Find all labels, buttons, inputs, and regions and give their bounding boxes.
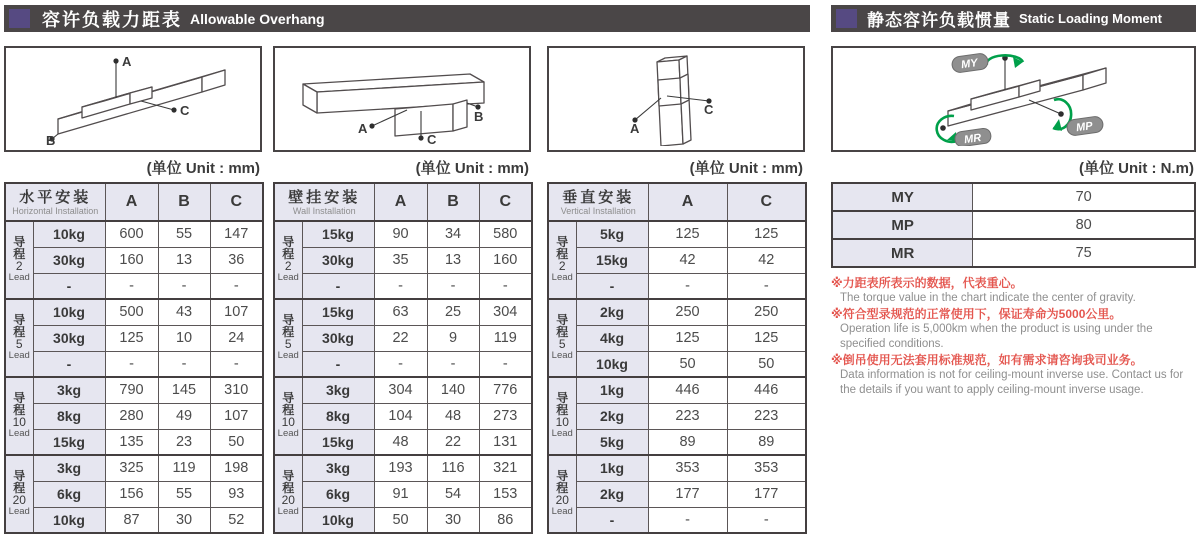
point-label-a: A (122, 54, 132, 69)
moment-label-cell: MY (832, 183, 973, 211)
table-title-zh: 垂直安装 (562, 188, 635, 206)
lead-cell (5, 221, 33, 299)
value-cell: 193 (374, 455, 427, 481)
lead-zh-char: 导 (13, 469, 26, 483)
horizontal-installation-diagram (4, 46, 262, 152)
value-cell: 147 (210, 221, 263, 247)
value-cell: - (210, 273, 263, 299)
wall-installation-table (273, 182, 533, 534)
lead-number: 5 (15, 337, 23, 351)
lead-number: 20 (555, 493, 569, 507)
lead-en: Lead (8, 272, 30, 283)
moment-label-cell: MR (832, 239, 973, 267)
table-title-zh: 水平安装 (19, 188, 92, 206)
value-cell: 87 (105, 507, 158, 533)
weight-cell: - (576, 273, 648, 299)
table-title-zh: 壁挂安装 (288, 188, 361, 206)
value-cell: - (648, 273, 727, 299)
section-title-en: Allowable Overhang (190, 10, 325, 27)
note-en-line: Operation life is 5,000km when the product is using under the specified conditions. (840, 323, 1153, 350)
weight-cell: 2kg (576, 403, 648, 429)
weight-cell: 30kg (33, 247, 105, 273)
lead-en: Lead (8, 506, 30, 517)
vertical-installation-table (547, 182, 807, 534)
lead-en: Lead (277, 272, 299, 283)
isometric-actuator-drawing (275, 48, 529, 146)
lead-zh-char: 程 (556, 325, 569, 339)
lead-en: Lead (551, 272, 573, 283)
value-cell: 22 (427, 429, 479, 455)
column-header-c: C (727, 183, 806, 221)
value-cell: 89 (648, 429, 727, 455)
weight-cell: 1kg (576, 455, 648, 481)
value-cell: - (105, 273, 158, 299)
lead-zh-char: 程 (282, 247, 295, 261)
unit-label-mm: (单位 Unit : mm) (415, 160, 529, 177)
value-cell: 304 (479, 299, 532, 325)
value-cell: 446 (727, 377, 806, 403)
value-cell: 353 (648, 455, 727, 481)
value-cell: 55 (158, 481, 210, 507)
value-cell: 30 (158, 507, 210, 533)
value-cell: 13 (158, 247, 210, 273)
lead-cell (274, 299, 302, 377)
lead-en: Lead (277, 506, 299, 517)
column-header-c: C (210, 183, 263, 221)
note-zh-line: ※倒吊使用无法套用标准规范，如有需求请咨询我司业务。 (831, 353, 1143, 367)
lead-en: Lead (551, 350, 573, 361)
value-cell: 250 (648, 299, 727, 325)
notes (831, 275, 1196, 398)
lead-number: 10 (281, 415, 295, 429)
weight-cell: 15kg (33, 429, 105, 455)
column-header-c: C (479, 183, 532, 221)
column-header-a: A (648, 183, 727, 221)
value-cell: 790 (105, 377, 158, 403)
value-cell: 9 (427, 325, 479, 351)
value-cell: 776 (479, 377, 532, 403)
lead-zh-char: 导 (282, 313, 295, 327)
value-cell: 90 (374, 221, 427, 247)
static-loading-moment-section (831, 46, 1196, 398)
value-cell: 273 (479, 403, 532, 429)
weight-cell: 6kg (302, 481, 374, 507)
value-cell: 50 (727, 351, 806, 377)
wall-installation-diagram (273, 46, 531, 152)
column-header-b: B (158, 183, 210, 221)
value-cell: 500 (105, 299, 158, 325)
lead-zh-char: 程 (13, 247, 26, 261)
value-cell: 125 (648, 325, 727, 351)
lead-cell (5, 455, 33, 533)
note-en-line: The torque value in the chart indicate the center of gravity. (840, 292, 1136, 304)
weight-cell: 15kg (302, 221, 374, 247)
weight-cell: 4kg (576, 325, 648, 351)
value-cell: 107 (210, 299, 263, 325)
lead-zh-char: 程 (13, 325, 26, 339)
lead-zh-char: 导 (556, 391, 569, 405)
point-label-c: C (704, 102, 714, 117)
value-cell: 50 (374, 507, 427, 533)
value-cell: 125 (727, 325, 806, 351)
weight-cell: 15kg (302, 299, 374, 325)
value-cell: - (727, 273, 806, 299)
vertical-installation-diagram (547, 46, 805, 152)
horizontal-installation-section (4, 46, 262, 534)
lead-cell (5, 377, 33, 455)
weight-cell: 30kg (302, 247, 374, 273)
table-title (274, 183, 374, 221)
moment-value-cell: 70 (973, 183, 1195, 211)
value-cell: 42 (727, 247, 806, 273)
column-header-a: A (374, 183, 427, 221)
value-cell: 304 (374, 377, 427, 403)
value-cell: - (210, 351, 263, 377)
static-moment-table (831, 182, 1196, 268)
header-accent-square (836, 9, 857, 28)
value-cell: 119 (158, 455, 210, 481)
value-cell: - (105, 351, 158, 377)
value-cell: - (427, 273, 479, 299)
weight-cell: 10kg (302, 507, 374, 533)
section-header-allowable-overhang (4, 5, 810, 32)
isometric-actuator-drawing (549, 48, 803, 146)
value-cell: 49 (158, 403, 210, 429)
lead-cell (548, 299, 576, 377)
lead-en: Lead (8, 428, 30, 439)
value-cell: 116 (427, 455, 479, 481)
value-cell: 34 (427, 221, 479, 247)
value-cell: 89 (727, 429, 806, 455)
value-cell: 48 (427, 403, 479, 429)
value-cell: 91 (374, 481, 427, 507)
weight-cell: - (576, 507, 648, 533)
value-cell: 125 (727, 221, 806, 247)
value-cell: 63 (374, 299, 427, 325)
point-label-a: A (630, 121, 640, 136)
lead-en: Lead (551, 506, 573, 517)
lead-zh-char: 程 (282, 325, 295, 339)
moment-value-cell: 75 (973, 239, 1195, 267)
lead-cell (548, 377, 576, 455)
lead-zh-char: 程 (556, 247, 569, 261)
column-header-b: B (427, 183, 479, 221)
weight-cell: 2kg (576, 481, 648, 507)
lead-number: 10 (555, 415, 569, 429)
lead-number: 5 (558, 337, 566, 351)
lead-number: 2 (558, 259, 566, 273)
lead-zh-char: 程 (556, 403, 569, 417)
value-cell: 22 (374, 325, 427, 351)
point-label-c: C (427, 132, 437, 146)
weight-cell: 10kg (576, 351, 648, 377)
horizontal-installation-table (4, 182, 264, 534)
value-cell: 25 (427, 299, 479, 325)
point-label-b: B (46, 133, 56, 146)
value-cell: - (158, 351, 210, 377)
lead-zh-char: 导 (282, 391, 295, 405)
weight-cell: 1kg (576, 377, 648, 403)
weight-cell: 30kg (302, 325, 374, 351)
value-cell: 104 (374, 403, 427, 429)
value-cell: - (727, 507, 806, 533)
point-label-b: B (474, 109, 484, 124)
value-cell: 119 (479, 325, 532, 351)
lead-number: 20 (12, 493, 26, 507)
lead-zh-char: 导 (556, 313, 569, 327)
moment-badge-mr (954, 128, 992, 146)
weight-cell: 3kg (302, 455, 374, 481)
value-cell: 50 (648, 351, 727, 377)
lead-zh-char: 导 (13, 313, 26, 327)
lead-zh-char: 程 (13, 481, 26, 495)
lead-en: Lead (277, 428, 299, 439)
unit-label-mm: (单位 Unit : mm) (146, 160, 260, 177)
vertical-installation-section (547, 46, 805, 534)
lead-cell (274, 221, 302, 299)
point-label-a: A (358, 121, 368, 136)
header-accent-square (9, 9, 30, 28)
section-header-static-loading-moment (831, 5, 1196, 32)
value-cell: 280 (105, 403, 158, 429)
weight-cell: 3kg (302, 377, 374, 403)
lead-zh-char: 程 (282, 403, 295, 417)
section-title-zh: 容许负载力距表 (42, 9, 182, 30)
moment-badge-label: MP (1075, 120, 1094, 135)
lead-en: Lead (277, 350, 299, 361)
value-cell: 30 (427, 507, 479, 533)
value-cell: 310 (210, 377, 263, 403)
value-cell: 125 (105, 325, 158, 351)
table-title (5, 183, 105, 221)
weight-cell: 5kg (576, 429, 648, 455)
weight-cell: 2kg (576, 299, 648, 325)
weight-cell: 6kg (33, 481, 105, 507)
weight-cell: 15kg (302, 429, 374, 455)
value-cell: - (479, 351, 532, 377)
weight-cell: 5kg (576, 221, 648, 247)
weight-cell: - (33, 351, 105, 377)
lead-en: Lead (551, 428, 573, 439)
weight-cell: 8kg (302, 403, 374, 429)
value-cell: 223 (727, 403, 806, 429)
weight-cell: 15kg (576, 247, 648, 273)
lead-en: Lead (8, 350, 30, 361)
column-header-a: A (105, 183, 158, 221)
value-cell: - (648, 507, 727, 533)
lead-number: 2 (284, 259, 292, 273)
value-cell: 160 (105, 247, 158, 273)
weight-cell: 30kg (33, 325, 105, 351)
moment-badge-my (951, 53, 989, 74)
value-cell: - (374, 351, 427, 377)
value-cell: 23 (158, 429, 210, 455)
lead-zh-char: 导 (13, 235, 26, 249)
value-cell: 86 (479, 507, 532, 533)
value-cell: 145 (158, 377, 210, 403)
value-cell: 250 (727, 299, 806, 325)
value-cell: 325 (105, 455, 158, 481)
moment-diagram (831, 46, 1196, 152)
note-en-line: Data information is not for ceiling-mount inverse use. Contact us for the details if you want to apply ceiling-mount inverse usage. (840, 369, 1184, 396)
value-cell: 177 (648, 481, 727, 507)
lead-zh-char: 导 (282, 469, 295, 483)
weight-cell: 10kg (33, 507, 105, 533)
value-cell: 35 (374, 247, 427, 273)
value-cell: 600 (105, 221, 158, 247)
isometric-actuator-drawing (6, 48, 260, 146)
weight-cell: 10kg (33, 221, 105, 247)
value-cell: - (479, 273, 532, 299)
weight-cell: - (302, 273, 374, 299)
lead-zh-char: 程 (13, 403, 26, 417)
value-cell: 24 (210, 325, 263, 351)
moment-badge-label: MR (963, 131, 983, 146)
unit-label-nm: (单位 Unit : N.m) (1079, 160, 1194, 177)
value-cell: - (158, 273, 210, 299)
lead-number: 10 (12, 415, 26, 429)
point-label-c: C (180, 103, 190, 118)
moment-label-cell: MP (832, 211, 973, 239)
value-cell: 93 (210, 481, 263, 507)
value-cell: 52 (210, 507, 263, 533)
unit-label-mm: (单位 Unit : mm) (689, 160, 803, 177)
weight-cell: - (33, 273, 105, 299)
value-cell: 13 (427, 247, 479, 273)
lead-cell (548, 221, 576, 299)
lead-zh-char: 程 (556, 481, 569, 495)
value-cell: 125 (648, 221, 727, 247)
value-cell: 160 (479, 247, 532, 273)
weight-cell: 3kg (33, 377, 105, 403)
value-cell: 198 (210, 455, 263, 481)
lead-number: 5 (284, 337, 292, 351)
weight-cell: 3kg (33, 455, 105, 481)
value-cell: 48 (374, 429, 427, 455)
value-cell: 321 (479, 455, 532, 481)
lead-zh-char: 导 (556, 469, 569, 483)
section-title-zh: 静态容许负载惯量 (867, 11, 1011, 30)
value-cell: 156 (105, 481, 158, 507)
value-cell: 36 (210, 247, 263, 273)
lead-zh-char: 导 (556, 235, 569, 249)
value-cell: 580 (479, 221, 532, 247)
value-cell: - (374, 273, 427, 299)
value-cell: 55 (158, 221, 210, 247)
lead-zh-char: 程 (282, 481, 295, 495)
lead-cell (274, 455, 302, 533)
value-cell: 446 (648, 377, 727, 403)
wall-installation-section (273, 46, 531, 534)
note-zh-line: ※符合型录规范的正常使用下，保证寿命为5000公里。 (831, 307, 1122, 321)
lead-zh-char: 导 (13, 391, 26, 405)
moment-value-cell: 80 (973, 211, 1195, 239)
weight-cell: - (302, 351, 374, 377)
lead-cell (5, 299, 33, 377)
value-cell: 107 (210, 403, 263, 429)
table-title-en: Horizontal Installation (12, 205, 99, 216)
lead-number: 20 (281, 493, 295, 507)
value-cell: - (427, 351, 479, 377)
value-cell: 177 (727, 481, 806, 507)
section-title-en: Static Loading Moment (1019, 11, 1162, 26)
value-cell: 353 (727, 455, 806, 481)
note-zh-line: ※力距表所表示的数据，代表重心。 (831, 276, 1023, 290)
table-title-en: Wall Installation (292, 205, 356, 216)
moment-actuator-drawing (833, 48, 1194, 146)
lead-cell (548, 455, 576, 533)
table-title (548, 183, 648, 221)
moment-badge-label: MY (960, 57, 979, 72)
value-cell: 42 (648, 247, 727, 273)
value-cell: 131 (479, 429, 532, 455)
table-title-en: Vertical Installation (560, 205, 636, 216)
value-cell: 140 (427, 377, 479, 403)
value-cell: 10 (158, 325, 210, 351)
weight-cell: 8kg (33, 403, 105, 429)
lead-number: 2 (15, 259, 23, 273)
value-cell: 153 (479, 481, 532, 507)
value-cell: 54 (427, 481, 479, 507)
value-cell: 50 (210, 429, 263, 455)
lead-cell (274, 377, 302, 455)
value-cell: 43 (158, 299, 210, 325)
lead-zh-char: 导 (282, 235, 295, 249)
weight-cell: 10kg (33, 299, 105, 325)
value-cell: 223 (648, 403, 727, 429)
value-cell: 135 (105, 429, 158, 455)
